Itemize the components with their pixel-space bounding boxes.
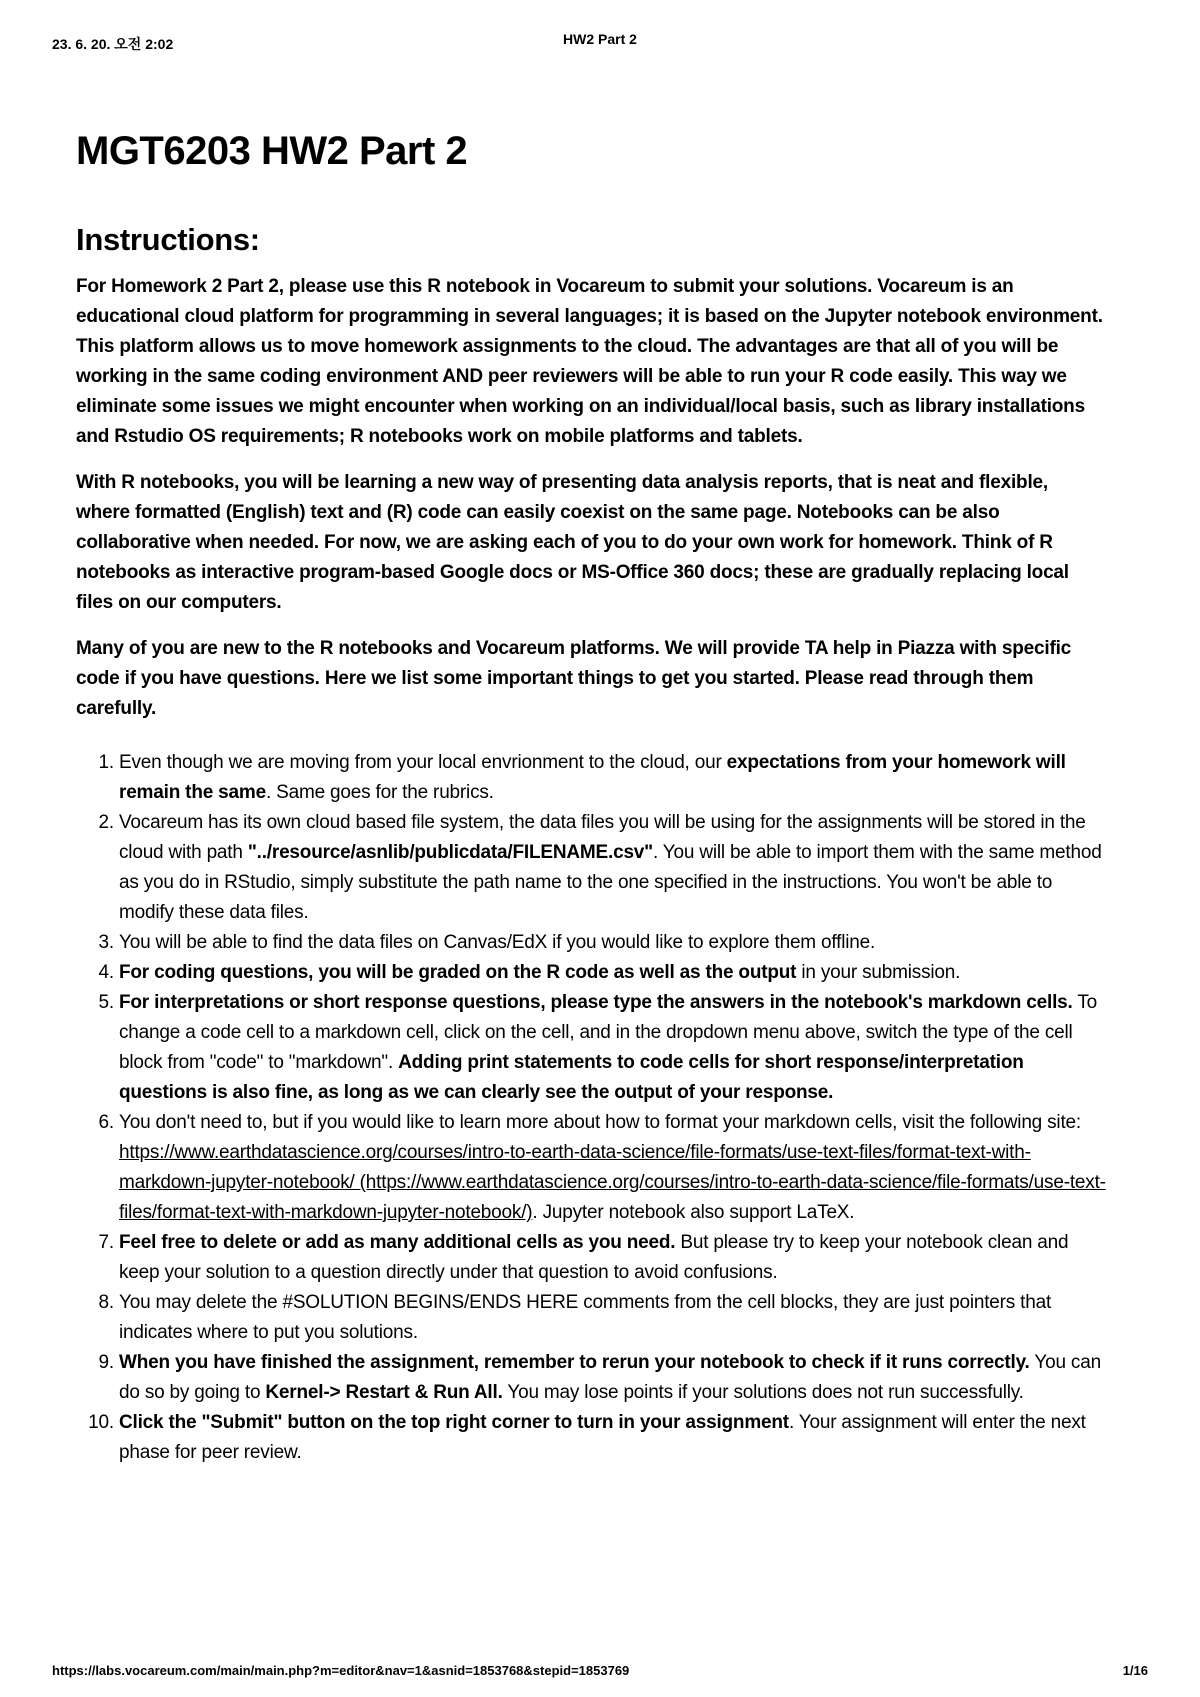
data-path: "../resource/asnlib/publicdata/FILENAME.csv" xyxy=(247,842,653,863)
intro-paragraph-2: With R notebooks, you will be learning a new way of presenting data analysis reports, that is neat and flexible, where formatted (English) text and (R) code can easily coexist on the same page. Notebooks can be also collaborative when needed. For now, we are asking each of you to do your own work for homework. Think of R notebooks as interactive program-based Google docs or MS-Office 360 docs; these are gradually replacing local files on our computers. xyxy=(76,472,1069,613)
list-item: 8. You may delete the #SOLUTION BEGINS/ENDS HERE comments from the cell blocks, they are just pointers that indicates where to put you solutions. xyxy=(119,1288,1106,1348)
notebook-content xyxy=(76,120,1106,1468)
instruction-list xyxy=(76,748,1106,1468)
intro-paragraph-1: For Homework 2 Part 2, please use this R notebook in Vocareum to submit your solutions. Vocareum is an educational cloud platform for programming in several languages; it is based on the Jupyter notebook environment. This platform allows us to move homework assignments to the cloud. The advantages are that all of you will be working in the same coding environment AND peer reviewers will be able to run your R code easily. This way we eliminate some issues we might encounter when working on an individual/local basis, such as library installations and Rstudio OS requirements; R notebooks work on mobile platforms and tablets. xyxy=(76,276,1103,447)
list-item: 1. Even though we are moving from your local envrionment to the cloud, our expectations from your homework will remain the same. Same goes for the rubrics. xyxy=(119,748,1106,808)
markdown-guide-link[interactable]: https://www.earthdatascience.org/courses/intro-to-earth-data-science/file-formats/use-text-files/format-text-with-markdown-jupyter-notebook/ (https://www.earthdatascience.org/courses/intro-to-earth-data-science/file-formats/use-text-files/format-text-with-markdown-jupyter-notebook/) xyxy=(119,1142,1106,1223)
list-item: 2. Vocareum has its own cloud based file system, the data files you will be using for the assignments will be stored in the cloud with path "../resource/asnlib/publicdata/FILENAME.csv". You will be able to import them with the same method as you do in RStudio, simply substitute the path name to the one specified in the instructions. You won't be able to modify these data files. xyxy=(119,808,1106,928)
list-item: 9. When you have finished the assignment, remember to rerun your notebook to check if it runs correctly. You can do so by going to Kernel-> Restart & Run All. You may lose points if your solutions does not run successfully. xyxy=(119,1348,1106,1408)
page-title: MGT6203 HW2 Part 2 xyxy=(76,129,468,173)
print-url: https://labs.vocareum.com/main/main.php?m=editor&nav=1&asnid=1853768&stepid=1853769 xyxy=(52,1663,630,1678)
list-item: 7. Feel free to delete or add as many additional cells as you need. But please try to keep your notebook clean and keep your solution to a question directly under that question to avoid confusions. xyxy=(119,1228,1106,1288)
list-item: 5. For interpretations or short response questions, please type the answers in the notebook's markdown cells. To change a code cell to a markdown cell, click on the cell, and in the dropdown menu above, switch the type of the cell block from "code" to "markdown". Adding print statements to code cells for short response/interpretation questions is also fine, as long as we can clearly see the output of your response. xyxy=(119,988,1106,1108)
list-item: 6. You don't need to, but if you would like to learn more about how to format your markdown cells, visit the following site: https://www.earthdatascience.org/courses/intro-to-earth-data-science/file-formats/use-text-files/format-text-with-markdown-jupyter-notebook/ (https://www.earthdatascience.org/courses/intro-to-earth-data-science/file-formats/use-text-files/format-text-with-markdown-jupyter-notebook/). Jupyter notebook also support LaTeX. xyxy=(119,1108,1106,1228)
print-doc-title: HW2 Part 2 xyxy=(563,31,637,47)
instructions-heading: Instructions: xyxy=(76,222,260,257)
print-datetime: 23. 6. 20. 오전 2:02 xyxy=(52,36,174,52)
list-item: 10. Click the "Submit" button on the top right corner to turn in your assignment. Your assignment will enter the next phase for peer review. xyxy=(119,1408,1106,1468)
list-item: 4. For coding questions, you will be graded on the R code as well as the output in your submission. xyxy=(119,958,1106,988)
list-item: 3. You will be able to find the data files on Canvas/EdX if you would like to explore them offline. xyxy=(119,928,1106,958)
page-number: 1/16 xyxy=(1122,1663,1148,1678)
intro-paragraph-3: Many of you are new to the R notebooks and Vocareum platforms. We will provide TA help in Piazza with specific code if you have questions. Here we list some important things to get you started. Please read through them carefully. xyxy=(76,638,1072,719)
